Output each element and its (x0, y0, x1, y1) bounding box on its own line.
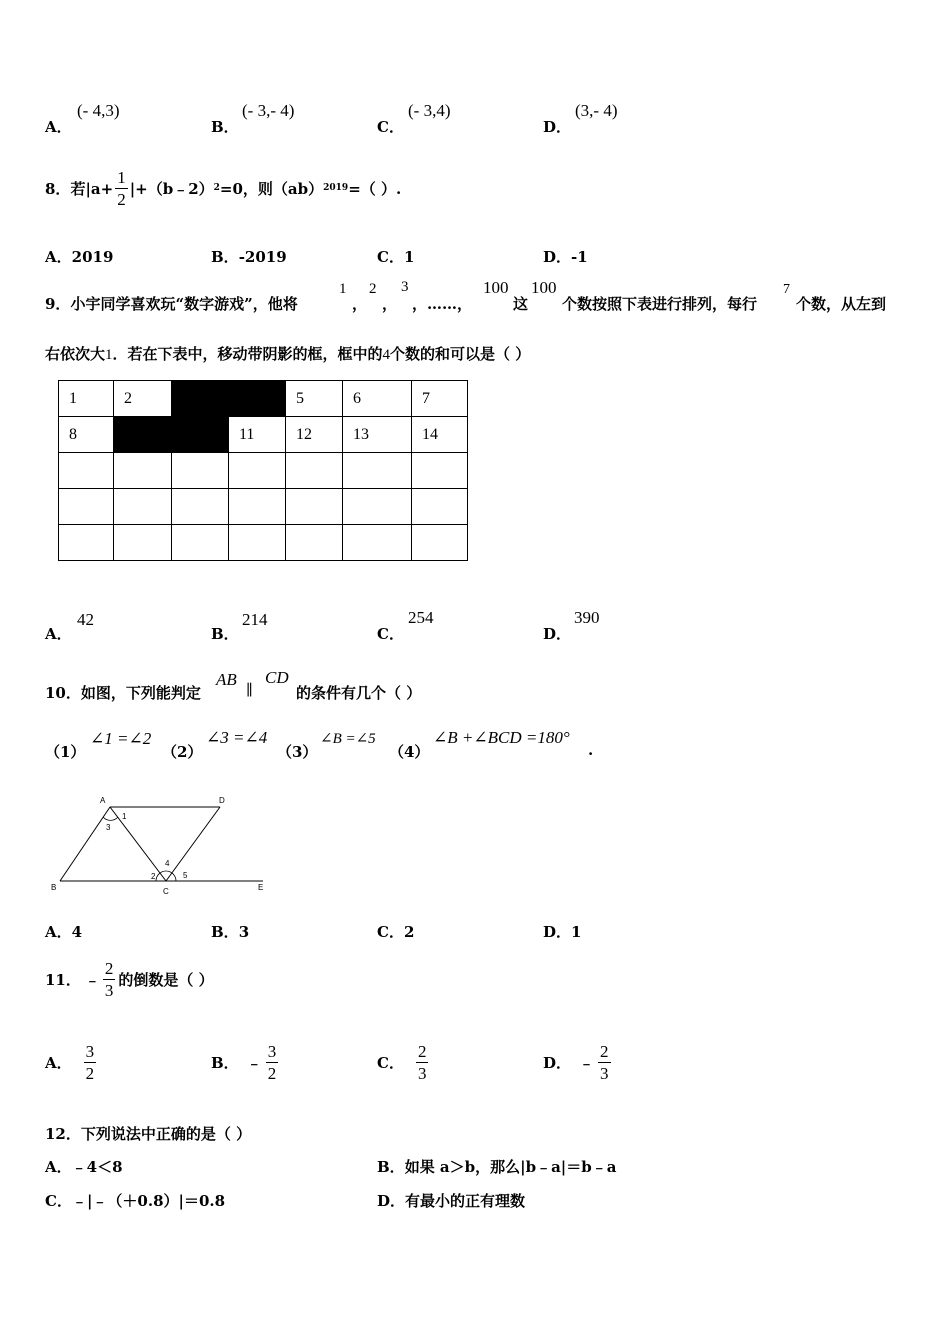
table-cell: 2 (114, 381, 172, 417)
table-cell (114, 489, 172, 525)
q10-option-b (211, 921, 249, 942)
angle-label-4: 4 (165, 859, 170, 868)
table-cell: 11 (229, 417, 286, 453)
q10-option-c (377, 921, 414, 942)
table-cell (172, 453, 229, 489)
label-b: B (51, 883, 57, 892)
q11-option-a-label: A． (45, 1053, 72, 1072)
angle-label-2: 2 (151, 872, 156, 881)
q8-text-end: =（ ）. (348, 179, 402, 198)
q10-cond-3-label: （3） (277, 743, 318, 761)
table-cell: 6 (343, 381, 412, 417)
q9-line2-c: 个数的和可以是（ ） (390, 345, 531, 363)
q7-option-c-value: (- 3,4) (408, 101, 451, 120)
angle-arc-a (103, 817, 118, 820)
q11-option-d (543, 1038, 611, 1086)
q9-text-3: 个数，从左到 (796, 295, 887, 313)
q8-option-d-value: -1 (571, 248, 588, 266)
table-row (59, 453, 468, 489)
q11-option-b-num: 3 (267, 1041, 277, 1061)
q8-number: 8． (45, 179, 71, 198)
q9-sep1: ， (352, 295, 368, 313)
q12-option-c-label: C． (45, 1192, 72, 1210)
q10-cond-4-expr: ∠B +∠BCD =180° (433, 728, 570, 747)
q8-option-a-value: 2019 (71, 248, 114, 266)
q10-geometry-figure (48, 790, 273, 900)
table-cell (59, 453, 114, 489)
q10-option-c-label: C． (377, 923, 404, 941)
q10-cond-4-label: （4） (389, 743, 430, 761)
q10-parallel-symbol: ∥ (246, 683, 253, 699)
q10-option-d-label: D． (543, 923, 572, 941)
q8-option-b (211, 246, 287, 267)
q7-option-c-label: C． (377, 118, 404, 136)
table-cell: 7 (412, 381, 468, 417)
q8-fraction-num: 1 (117, 167, 126, 187)
angle-label-1: 1 (122, 812, 127, 821)
q10-stem (45, 682, 201, 703)
table-row (59, 417, 468, 453)
q10-cond-2-label: （2） (162, 743, 203, 761)
q9-option-c-value: 254 (408, 608, 434, 627)
q11-option-a-num: 3 (85, 1041, 95, 1061)
q10-segment-cd: CD (265, 668, 289, 687)
q11-option-a-fraction (84, 1043, 97, 1082)
q11-option-c-den: 3 (417, 1063, 427, 1083)
q8-option-d-label: D． (543, 248, 572, 266)
table-cell: 13 (343, 417, 412, 453)
shaded-cell (114, 417, 172, 453)
label-c: C (163, 887, 169, 896)
q10-period: . (588, 741, 594, 759)
q10-number: 10． (45, 684, 81, 702)
q11-fraction-den: 3 (104, 980, 114, 1000)
q11-number: 11． (45, 970, 81, 989)
q9-text-2: 个数按照下表进行排列，每行 (562, 295, 758, 313)
label-e: E (258, 883, 264, 892)
table-cell: 12 (286, 417, 343, 453)
q9-n100-a: 100 (483, 278, 509, 297)
q11-option-d-label: D． (543, 1053, 572, 1072)
q9-line2-n: 1 (105, 347, 113, 363)
q10-text-1: 如图，下列能判定 (80, 684, 201, 702)
table-cell (172, 489, 229, 525)
q10-option-a-value: 4 (71, 923, 83, 941)
label-d: D (219, 796, 225, 805)
q10-cond-2-expr: ∠3 =∠4 (206, 728, 268, 747)
angle-label-5: 5 (183, 871, 188, 880)
q9-option-a-value: 42 (77, 610, 94, 629)
q7-option-a-value: (- 4,3) (77, 101, 120, 120)
q12-option-b-label: B． (377, 1158, 405, 1176)
q12-option-b (377, 1156, 616, 1177)
q8-text-mid: =0，则（ab） (219, 179, 324, 198)
line-ac (110, 807, 166, 881)
q12-option-d-label: D． (377, 1192, 406, 1210)
shaded-cell (172, 381, 229, 417)
q8-option-c (377, 246, 414, 267)
q8-text-post: |+（b﹣2） (129, 179, 214, 198)
q7-option-b-value: (- 3,- 4) (242, 101, 295, 120)
q9-option-c-label: C． (377, 625, 404, 643)
q11-option-d-sign: ﹣ (579, 1053, 595, 1072)
q9-n100-b: 100 (531, 278, 557, 297)
table-cell (412, 525, 468, 561)
q10-segment-ab: AB (216, 670, 237, 689)
q9-stem-line2 (45, 343, 530, 364)
q10-option-a-label: A． (45, 923, 72, 941)
q11-option-a (45, 1038, 96, 1086)
q12-number: 12． (45, 1125, 81, 1143)
q12-option-c-value: ﹣|﹣（＋0.8）|＝0.8 (71, 1192, 226, 1210)
q9-n7: 7 (783, 282, 790, 297)
q9-option-b-label: B． (211, 625, 239, 643)
q8-fraction (115, 169, 128, 208)
q7-option-d-value: (3,- 4) (575, 101, 618, 120)
q9-option-a-label: A． (45, 625, 72, 643)
q8-text-pre: 若|a+ (70, 179, 114, 198)
q8-option-c-label: C． (377, 248, 404, 266)
q11-minus: ﹣ (84, 970, 100, 989)
table-cell (229, 525, 286, 561)
q12-option-c (45, 1190, 225, 1211)
q12-stem (45, 1123, 251, 1144)
q11-option-a-den: 2 (85, 1063, 95, 1083)
q10-option-b-value: 3 (238, 923, 250, 941)
q9-option-d-value: 390 (574, 608, 600, 627)
q11-option-b-label: B． (211, 1053, 239, 1072)
table-cell (343, 453, 412, 489)
table-cell (59, 525, 114, 561)
q9-sep2: ， (382, 295, 398, 313)
table-cell (114, 453, 172, 489)
q10-text-2: 的条件有几个（ ） (296, 684, 422, 702)
q12-option-d-value: 有最小的正有理数 (405, 1192, 526, 1210)
q8-option-c-value: 1 (403, 248, 415, 266)
q8-exponent-2019: 2019 (323, 183, 349, 193)
table-cell (59, 489, 114, 525)
q8-option-b-value: -2019 (238, 248, 287, 266)
angle-label-3: 3 (106, 823, 111, 832)
shaded-cell (172, 417, 229, 453)
table-cell (286, 489, 343, 525)
q9-line2-n4: 4 (382, 347, 391, 363)
q10-option-b-label: B． (211, 923, 239, 941)
q9-line2-b: ．若在下表中，移动带阴影的框，框中的 (112, 345, 383, 363)
q11-option-c-num: 2 (417, 1041, 427, 1061)
table-cell (286, 453, 343, 489)
q12-option-b-value: 如果 a＞b，那么|b﹣a|＝b﹣a (404, 1158, 617, 1176)
q8-option-a (45, 246, 113, 267)
q8-stem (45, 163, 401, 213)
q11-fraction (103, 960, 116, 999)
q11-option-d-fraction (598, 1043, 611, 1082)
q11-option-d-num: 2 (600, 1041, 609, 1061)
q8-option-b-label: B． (211, 248, 239, 266)
q11-stem (45, 955, 214, 1003)
q10-cond-1-expr: ∠1 =∠2 (90, 729, 152, 748)
q8-option-a-label: A． (45, 248, 72, 266)
q9-text-1: 小宇同学喜欢玩“数字游戏”，他将 (70, 295, 298, 313)
table-cell: 5 (286, 381, 343, 417)
table-cell: 1 (59, 381, 114, 417)
shaded-cell (229, 381, 286, 417)
q12-option-a (45, 1156, 123, 1177)
q11-option-d-den: 3 (600, 1063, 609, 1083)
q12-option-a-value: ﹣4＜8 (71, 1158, 123, 1176)
q9-number: 9． (45, 295, 71, 313)
q9-stem-line1 (45, 293, 298, 314)
q10-option-c-value: 2 (403, 923, 415, 941)
q9-n3: 3 (401, 279, 409, 295)
table-cell (229, 489, 286, 525)
q9-option-d-label: D． (543, 625, 572, 643)
q11-fraction-num: 2 (104, 958, 114, 978)
q12-text: 下列说法中正确的是（ ） (80, 1125, 252, 1143)
table-cell (114, 525, 172, 561)
table-cell (343, 489, 412, 525)
table-cell: 14 (412, 417, 468, 453)
table-cell (172, 525, 229, 561)
q12-option-d (377, 1190, 525, 1211)
line-cd (166, 807, 220, 881)
q9-zhe: 这 (513, 295, 529, 313)
q11-option-b-den: 2 (267, 1063, 277, 1083)
q11-text: 的倒数是（ ） (118, 970, 214, 989)
table-cell (286, 525, 343, 561)
q11-option-c (377, 1038, 428, 1086)
q7-option-a-label: A． (45, 118, 72, 136)
q7-option-d-label: D． (543, 118, 572, 136)
q11-option-b-fraction (266, 1043, 279, 1082)
table-cell (343, 525, 412, 561)
q10-option-d-value: 1 (571, 923, 582, 941)
q9-number-table (58, 380, 468, 561)
q12-option-a-label: A． (45, 1158, 72, 1176)
q9-n1: 1 (339, 281, 347, 297)
q7-option-b-label: B． (211, 118, 239, 136)
q10-option-a (45, 921, 82, 942)
q8-exponent-2: 2 (213, 183, 220, 193)
table-cell: 8 (59, 417, 114, 453)
q11-option-b-sign: ﹣ (246, 1053, 262, 1072)
table-row (59, 381, 468, 417)
line-ab (60, 807, 110, 881)
table-row (59, 489, 468, 525)
q9-n2: 2 (369, 281, 377, 297)
q10-option-d (543, 921, 581, 942)
q8-fraction-den: 2 (117, 189, 126, 209)
table-cell (412, 453, 468, 489)
table-row (59, 525, 468, 561)
table-cell (412, 489, 468, 525)
table-cell (229, 453, 286, 489)
q9-dots: ，……， (412, 295, 473, 313)
q10-cond-1-label: （1） (45, 743, 86, 761)
label-a: A (100, 796, 106, 805)
q11-option-c-label: C． (377, 1053, 404, 1072)
q8-option-d (543, 246, 588, 267)
q9-option-b-value: 214 (242, 610, 268, 629)
q11-option-b (211, 1038, 278, 1086)
q10-cond-3-expr: ∠B =∠5 (320, 731, 376, 747)
q9-line2-a: 右依次大 (45, 345, 106, 363)
q11-option-c-fraction (416, 1043, 429, 1082)
